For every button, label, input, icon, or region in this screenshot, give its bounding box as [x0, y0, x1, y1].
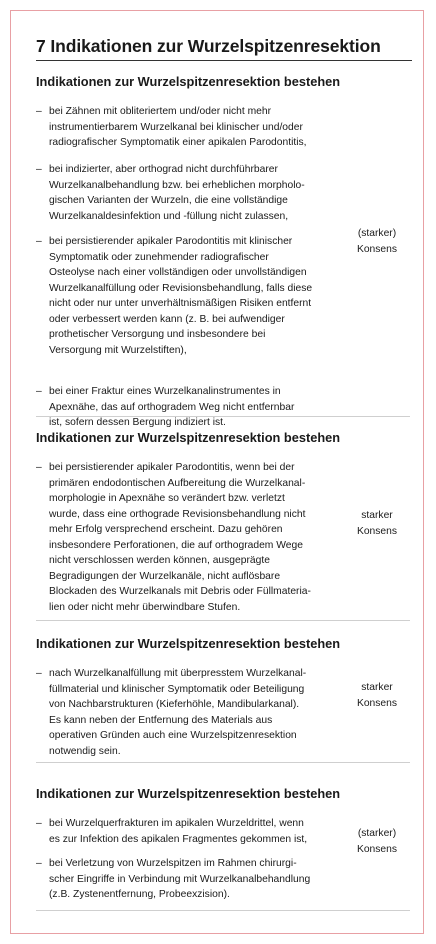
bullet-line: scher Eingriffe in Verbindung mit Wurzelkanalbehandlung	[49, 873, 311, 885]
indication-bullet	[36, 666, 349, 759]
bullet-line: operativen Gründen auch eine Wurzelspitzenresektion	[49, 730, 297, 741]
bullet-line: mehr Erfolg versprechend erscheint. Dazu gehören	[49, 524, 283, 535]
indication-bullet	[36, 104, 349, 151]
consensus-label	[344, 826, 410, 857]
indication-bullet	[36, 816, 349, 847]
bullet-line: nach Wurzelkanalfüllung mit überpresstem Wurzelkanal-	[49, 668, 307, 679]
bullet-line: (z.B. Zystenentfernung, Probeexzision).	[49, 889, 230, 900]
bullet-line: instrumentierbarem Wurzelkanal bei klinischer und/oder	[49, 121, 303, 133]
bullet-line: ist, sofern dessen Bergung indiziert ist.	[49, 417, 226, 428]
indication-bullet	[36, 234, 349, 358]
bullet-line: bei persistierender apikaler Parodontitis, wenn bei der	[49, 462, 295, 473]
bullet-line: Symptomatik oder zunehmender radiografischer	[49, 251, 269, 263]
consensus-line: (starker)	[357, 228, 397, 239]
bullet-line: füllmaterial und klinischer Symptomatik oder Beteiligung	[49, 683, 305, 695]
bullet-line: notwendig sein.	[49, 745, 121, 757]
bullet-line: bei indizierter, aber orthograd nicht durchführbarer	[49, 164, 278, 175]
bullet-line: von Nachbarstrukturen (Kieferhöhle, Mandibularkanal).	[49, 699, 300, 710]
consensus-line: starker	[361, 510, 393, 521]
bullet-line: Apexnähe, das auf orthogradem Weg nicht entfernbar	[49, 401, 295, 413]
indication-section	[36, 74, 410, 428]
consensus-label	[344, 680, 410, 711]
bullet-line: bei Wurzelquerfrakturen im apikalen Wurzeldrittel, wenn	[49, 818, 304, 829]
indication-bullet	[36, 162, 349, 224]
bullet-line: bei Zähnen mit obliteriertem und/oder nicht mehr	[49, 106, 272, 117]
bullet-line: nicht oder nur unter unverhältnismäßigen Risiken entfernt	[49, 298, 312, 309]
bullet-dash: –	[36, 236, 42, 247]
bullet-dash: –	[36, 818, 42, 829]
bullet-line: Osteolyse nach einer vollständigen oder unvollständigen	[49, 267, 307, 278]
section-heading: Indikationen zur Wurzelspitzenresektion bestehen	[36, 636, 341, 651]
bullet-dash: –	[36, 858, 42, 869]
bullet-line: Es kann neben der Entfernung des Materials aus	[49, 714, 273, 726]
section-heading: Indikationen zur Wurzelspitzenresektion bestehen	[36, 786, 341, 801]
bullet-dash: –	[36, 386, 42, 397]
bullet-line: bei persistierender apikaler Parodontitis mit klinischer	[49, 236, 293, 247]
consensus-line: (starker)	[357, 828, 397, 839]
indication-bullet	[36, 384, 349, 431]
consensus-line: Konsens	[356, 697, 398, 709]
indication-section	[36, 636, 410, 763]
bullet-line: Versorgung mit Wurzelstiften),	[49, 344, 187, 356]
bullet-dash: –	[36, 668, 42, 679]
page-title: 7 Indikationen zur Wurzelspitzenresektion	[36, 36, 381, 56]
title-rule	[36, 60, 412, 61]
bullet-line: morphologie in Apexnähe so verändert bzw. verletzt	[49, 493, 285, 504]
bullet-line: gischen Varianten der Wurzeln, die eine vollständige	[49, 195, 288, 206]
consensus-line: Konsens	[356, 843, 398, 855]
bullet-line: primären endodontischen Aufbereitung die Wurzelkanal-	[49, 477, 306, 489]
bullet-line: es zur Infektion des apikalen Fragmentes gekommen ist,	[49, 833, 308, 845]
bullet-line: radiografischer Symptomatik einer apikalen Parodontitis,	[49, 137, 307, 148]
bullet-dash: –	[36, 106, 42, 117]
bullet-line: bei einer Fraktur eines Wurzelkanalinstrumentes in	[49, 386, 281, 397]
bullet-line: Wurzelkanaldesinfektion und -füllung nicht zulassen,	[49, 210, 289, 222]
bullet-line: Begradigungen der Wurzelkanäle, nicht auflösbare	[49, 570, 281, 582]
bullet-dash: –	[36, 462, 42, 473]
consensus-line: Konsens	[356, 525, 398, 537]
consensus-line: starker	[361, 682, 393, 693]
indication-bullet	[36, 856, 349, 903]
section-heading: Indikationen zur Wurzelspitzenresektion bestehen	[36, 430, 341, 445]
consensus-label	[344, 508, 410, 539]
consensus-label	[344, 226, 410, 257]
bullet-line: lien oder nicht mehr überwindbare Stufen.	[49, 601, 241, 613]
bullet-line: bei Verletzung von Wurzelspitzen im Rahmen chirurgi-	[49, 858, 297, 869]
bullet-line: prothetischer Versorgung und insbesondere bei	[49, 329, 266, 340]
indication-section	[36, 786, 410, 911]
bullet-line: wurde, dass eine orthograde Revisionsbehandlung nicht	[49, 508, 306, 520]
indication-bullet	[36, 460, 349, 615]
bullet-line: insbesondere Perforationen, die auf orthogradem Wege	[49, 539, 303, 551]
bullet-dash: –	[36, 164, 42, 175]
bullet-line: nicht verschlossen werden können, ausgeprägte	[49, 555, 270, 566]
bullet-line: oder verbessert werden kann (z. B. bei aufwendiger	[49, 313, 285, 325]
bullet-line: Blockaden des Wurzelkanals mit Debris oder Füllmateria-	[49, 586, 311, 597]
bullet-line: Wurzelkanalfüllung oder Revisionsbehandlung, falls diese	[49, 282, 313, 294]
consensus-line: Konsens	[356, 243, 398, 255]
indication-section	[36, 430, 410, 621]
section-heading: Indikationen zur Wurzelspitzenresektion bestehen	[36, 74, 341, 89]
bullet-line: Wurzelkanalbehandlung bzw. bei erheblichen morpholo-	[49, 179, 305, 191]
